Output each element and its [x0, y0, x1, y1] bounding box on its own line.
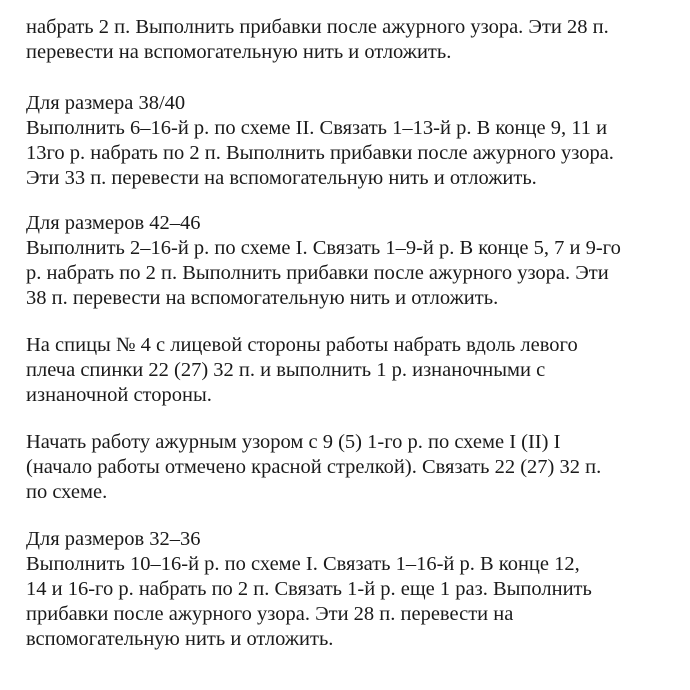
text-line: по схеме.: [26, 481, 108, 503]
text-line: плеча спинки 22 (27) 32 п. и выполнить 1 р. изнаночными с: [26, 359, 546, 381]
text-line: вспомогательную нить и отложить.: [26, 628, 334, 650]
section-heading: Для размера 38/40: [26, 92, 186, 114]
text-line: Выполнить 6–16-й р. по схеме II. Связать 1–13-й р. В конце 9, 11 и: [26, 117, 608, 139]
text-line: перевести на вспомогательную нить и отложить.: [26, 41, 452, 63]
text-line: Эти 33 п. перевести на вспомогательную нить и отложить.: [26, 167, 537, 189]
text-line: (начало работы отмечено красной стрелкой). Связать 22 (27) 32 п.: [26, 456, 602, 478]
text-line: прибавки после ажурного узора. Эти 28 п. перевести на: [26, 603, 514, 625]
text-line: 38 п. перевести на вспомогательную нить и отложить.: [26, 287, 499, 309]
text-line: 14 и 16-го р. набрать по 2 п. Связать 1-й р. еще 1 раз. Выполнить: [26, 578, 592, 600]
text-line: р. набрать по 2 п. Выполнить прибавки после ажурного узора. Эти: [26, 262, 609, 284]
text-line: Выполнить 10–16-й р. по схеме I. Связать 1–16-й р. В конце 12,: [26, 553, 580, 575]
text-line: Начать работу ажурным узором с 9 (5) 1-го р. по схеме I (II) I: [26, 431, 561, 453]
text-line: Выполнить 2–16-й р. по схеме I. Связать 1–9-й р. В конце 5, 7 и 9-го: [26, 237, 621, 259]
section-heading: Для размеров 32–36: [26, 528, 201, 550]
text-line: На спицы № 4 с лицевой стороны работы набрать вдоль левого: [26, 334, 578, 356]
section-heading: Для размеров 42–46: [26, 212, 201, 234]
text-line: 13го р. набрать по 2 п. Выполнить прибавки после ажурного узора.: [26, 142, 614, 164]
text-line: набрать 2 п. Выполнить прибавки после ажурного узора. Эти 28 п.: [26, 16, 609, 38]
text-line: изнаночной стороны.: [26, 384, 212, 406]
